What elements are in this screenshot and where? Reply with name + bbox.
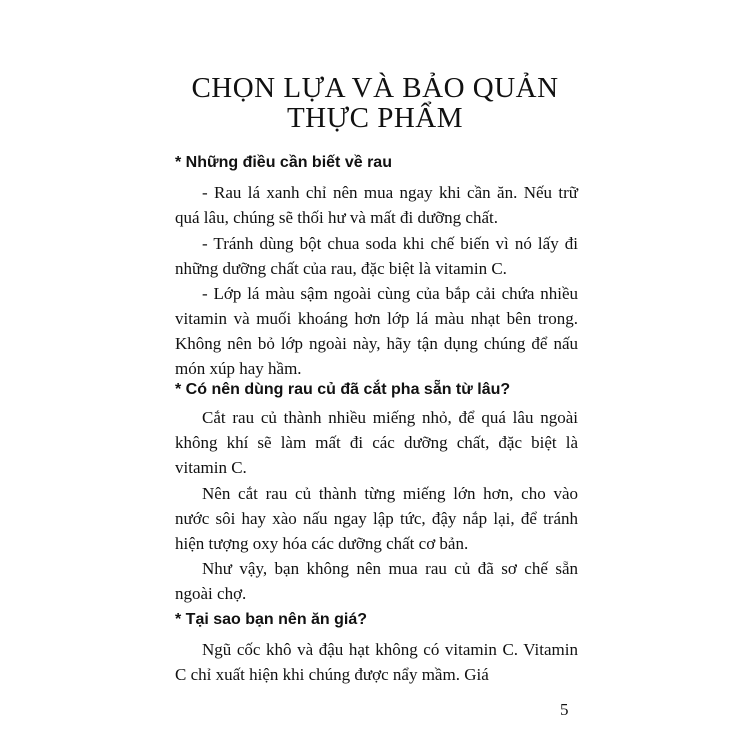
paragraph: Như vậy, bạn không nên mua rau củ đã sơ chế sẵn ngoài chợ.: [175, 559, 578, 603]
section-vegetable-tips: [175, 153, 578, 173]
paragraph: - Lớp lá màu sậm ngoài cùng của bắp cải chứa nhiều vitamin và muối khoáng hơn lớp lá màu nhạt bên trong. Không nên bỏ lớp ngoài này, hãy tận dụng chúng để nấu món xúp hay hầm.: [175, 284, 578, 378]
section-body: [175, 481, 578, 556]
page-title-line-1: CHỌN LỰA VÀ BẢO QUẢN: [191, 72, 559, 104]
paragraph: Ngũ cốc khô và đậu hạt không có vitamin C. Vitamin C chỉ xuất hiện khi chúng được nẩy mầm. Giá: [175, 640, 578, 684]
section-heading: * Có nên dùng rau củ đã cắt pha sẵn từ lâu?: [175, 381, 511, 398]
paragraph: Cắt rau củ thành nhiều miếng nhỏ, để quá lâu ngoài không khí sẽ làm mất đi các dưỡng chất, đặc biệt là vitamin C.: [175, 408, 578, 477]
paragraph: Nên cắt rau củ thành từng miếng lớn hơn, cho vào nước sôi hay xào nấu ngay lập tức, đậy nắp lại, để tránh hiện tượng oxy hóa các dưỡng chất cơ bản.: [175, 484, 578, 553]
section-body: [175, 281, 578, 381]
section-bean-sprouts: [175, 610, 578, 630]
section-heading: * Những điều cần biết về rau: [175, 154, 392, 171]
section-body: [175, 637, 578, 687]
paragraph: - Rau lá xanh chỉ nên mua ngay khi cần ăn. Nếu trữ quá lâu, chúng sẽ thối hư và mất đi dưỡng chất.: [175, 183, 578, 227]
section-body: [175, 556, 578, 606]
section-body: [175, 231, 578, 281]
page-number: 5: [560, 700, 569, 719]
section-body: [175, 180, 578, 230]
section-body: [175, 405, 578, 480]
page-title-line-2: THỰC PHẨM: [286, 102, 464, 134]
paragraph: - Tránh dùng bột chua soda khi chế biến vì nó lấy đi những dưỡng chất của rau, đặc biệt là vitamin C.: [175, 234, 578, 278]
section-precut-vegetables: [175, 380, 578, 400]
section-heading: * Tại sao bạn nên ăn giá?: [175, 611, 368, 628]
